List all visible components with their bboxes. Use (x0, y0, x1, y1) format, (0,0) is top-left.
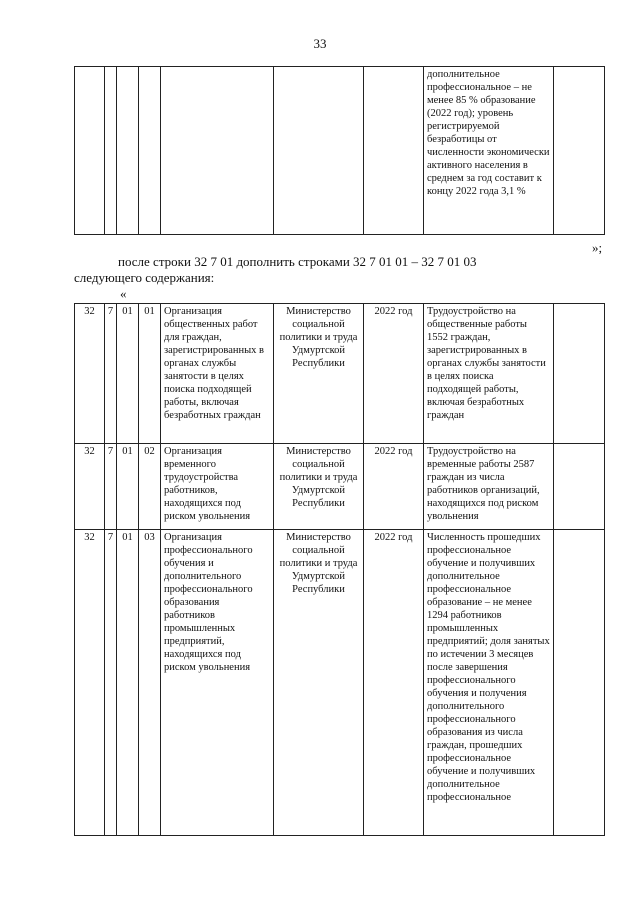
cell (554, 67, 605, 235)
expected-result: Трудоустройство на временные работы 2587 граждан из числа работников организаций, находящихся под риском увольнения (424, 444, 554, 530)
cell (117, 67, 139, 235)
code-4: 02 (139, 444, 161, 530)
activity-name: Организация временного трудоустройства работников, находящихся под риском увольнения (161, 444, 274, 530)
period: 2022 год (364, 304, 424, 444)
code-4: 01 (139, 304, 161, 444)
continued-result-text: дополнительное профессиональное – не менее 85 % образование (2022 год); уровень регистрируемой безработицы от численности экономически активного населения в среднем за год составит к концу 2022 года 3,1 % (424, 67, 554, 235)
code-3: 01 (117, 304, 139, 444)
cell (364, 67, 424, 235)
responsible-ministry: Министерство социальной политики и труда Удмуртской Республики (274, 530, 364, 836)
code-2: 7 (105, 304, 117, 444)
cell (105, 67, 117, 235)
continued-table (74, 66, 605, 235)
cell (139, 67, 161, 235)
responsible-ministry: Министерство социальной политики и труда Удмуртской Республики (274, 304, 364, 444)
code-3: 01 (117, 530, 139, 836)
closing-quote: »; (592, 240, 603, 255)
activity-name: Организация общественных работ для граждан, зарегистрированных в органах службы занятости в целях поиска подходящей работы, включая безработных граждан (161, 304, 274, 444)
code-2: 7 (105, 530, 117, 836)
code-1: 32 (75, 304, 105, 444)
cell (274, 67, 364, 235)
empty-cell (554, 530, 605, 836)
opening-quote: « (120, 286, 127, 301)
code-2: 7 (105, 444, 117, 530)
cell (161, 67, 274, 235)
activity-name: Организация профессионального обучения и дополнительного профессионального образования работников промышленных предприятий, находящихся под риском увольнения (161, 530, 274, 836)
activities-table (74, 303, 605, 836)
table-row (75, 304, 605, 444)
period: 2022 год (364, 530, 424, 836)
period: 2022 год (364, 444, 424, 530)
table-row (75, 444, 605, 530)
responsible-ministry: Министерство социальной политики и труда Удмуртской Республики (274, 444, 364, 530)
table-row (75, 530, 605, 836)
code-1: 32 (75, 444, 105, 530)
code-3: 01 (117, 444, 139, 530)
instruction-line-1: после строки 32 7 01 дополнить строками 32 7 01 01 – 32 7 01 03 (118, 254, 477, 269)
code-1: 32 (75, 530, 105, 836)
page-number: 33 (313, 36, 327, 51)
expected-result: Трудоустройство на общественные работы 1552 граждан, зарегистрированных в органах службы занятости в целях поиска подходящей работы, включая безработных граждан (424, 304, 554, 444)
empty-cell (554, 444, 605, 530)
expected-result: Численность прошедших профессиональное обучение и получивших дополнительное профессиональное образование – не менее 1294 работников промышленных предприятий; доля занятых по истечении 3 месяцев после завершения профессионального обучения и получения дополнительного профессионального образования из числа граждан, прошедших профессиональное обучение и получивших дополнительное профессиональное (424, 530, 554, 836)
code-4: 03 (139, 530, 161, 836)
instruction-line-2: следующего содержания: (74, 270, 215, 285)
cell (75, 67, 105, 235)
empty-cell (554, 304, 605, 444)
